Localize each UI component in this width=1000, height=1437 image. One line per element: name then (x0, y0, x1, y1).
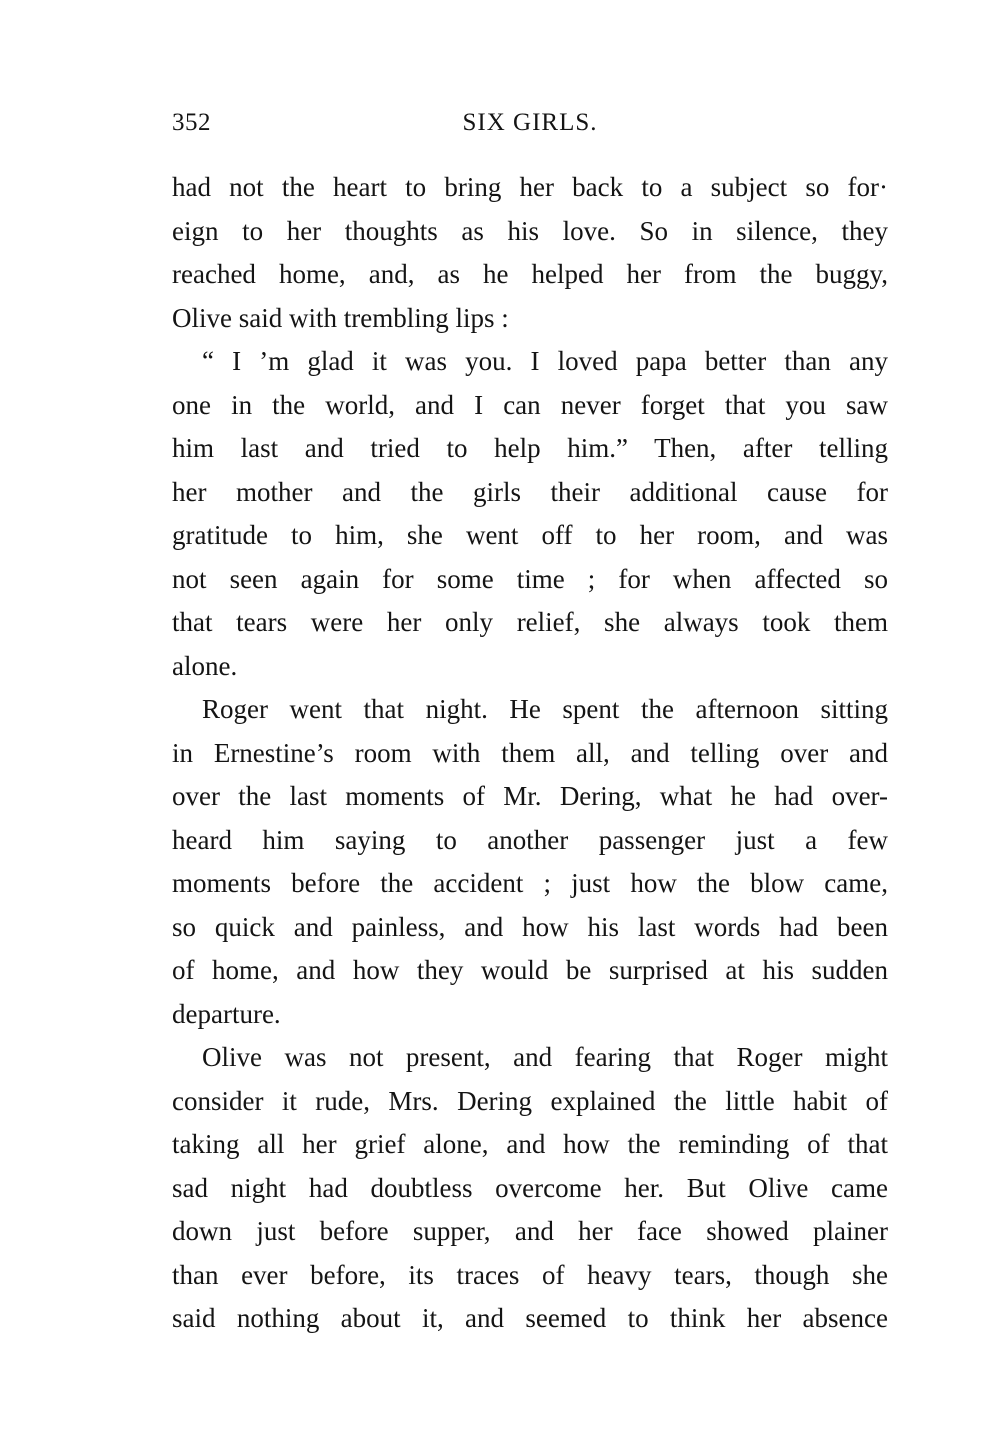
text-line: heard him saying to another passenger just a few (172, 824, 888, 855)
text-line: in Ernestine’s room with them all, and telling over and (172, 737, 888, 768)
text-line: than ever before, its traces of heavy tears, though she (172, 1259, 888, 1290)
text-line: sad night had doubtless overcome her. But Olive came (172, 1172, 888, 1203)
text-line: moments before the accident ; just how the blow came, (172, 868, 888, 898)
page-header (172, 106, 888, 140)
text-line: him last and tried to help him.” Then, after telling (172, 433, 888, 463)
text-line: down just before supper, and her face showed plainer (172, 1216, 888, 1246)
body-text (172, 166, 888, 1341)
text-line: not seen again for some time ; for when affected so (172, 563, 888, 594)
text-line: one in the world, and I can never forget that you saw (172, 389, 888, 420)
text-line: reached home, and, as he helped her from the buggy, (172, 259, 888, 289)
text-line: over the last moments of Mr. Dering, what he had over- (172, 781, 888, 811)
text-line: had not the heart to bring her back to a subject so for· (172, 172, 888, 202)
text-line: of home, and how they would be surprised at his sudden (172, 955, 888, 985)
page-number: 352 (172, 109, 211, 136)
text-line: so quick and painless, and how his last words had been (172, 911, 888, 942)
text-line: eign to her thoughts as his love. So in silence, they (172, 215, 888, 246)
text-line: Roger went that night. He spent the afternoon sitting (202, 694, 888, 724)
text-line: Olive said with trembling lips : (172, 302, 509, 333)
running-title: SIX GIRLS. (462, 109, 598, 136)
text-line: Olive was not present, and fearing that Roger might (202, 1042, 888, 1072)
text-line: taking all her grief alone, and how the reminding of that (172, 1129, 888, 1159)
text-line: consider it rude, Mrs. Dering explained the little habit of (172, 1085, 888, 1116)
text-line: said nothing about it, and seemed to think her absence (172, 1303, 888, 1333)
text-line: that tears were her only relief, she always took them (172, 607, 888, 637)
text-line: departure. (172, 998, 281, 1029)
text-line: gratitude to him, she went off to her room, and was (172, 520, 888, 550)
text-line: “ I ’m glad it was you. I loved papa better than any (202, 346, 888, 376)
text-line: alone. (172, 650, 238, 681)
text-line: her mother and the girls their additional cause for (172, 476, 888, 507)
